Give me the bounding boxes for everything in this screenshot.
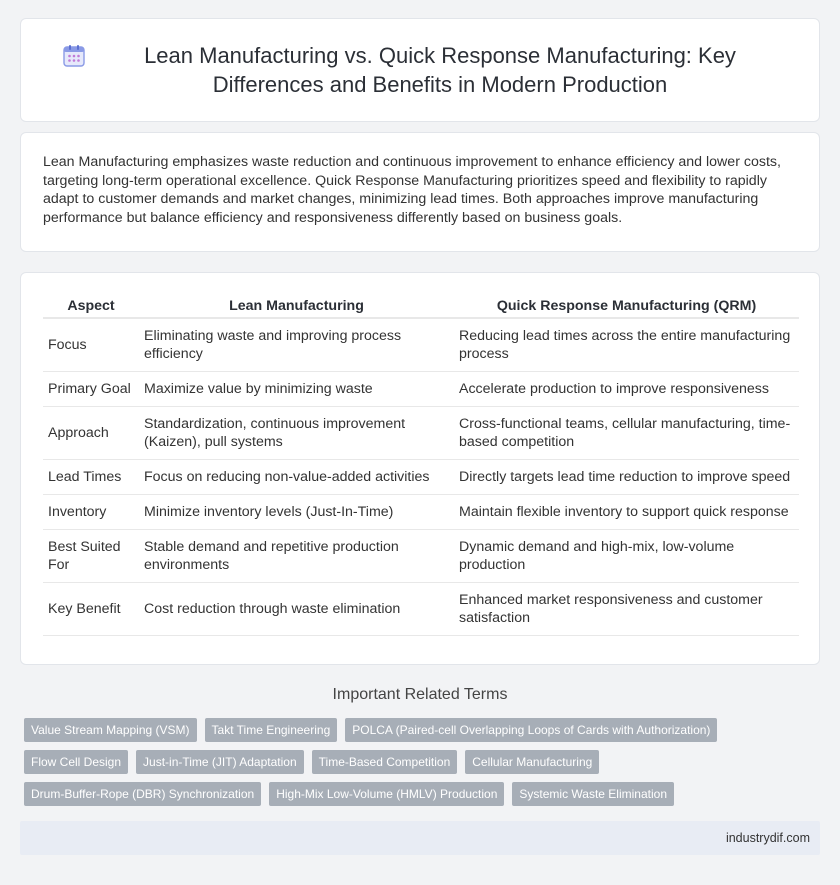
tag-takt-time-engineering[interactable]: Takt Time Engineering	[205, 718, 338, 742]
tag-cellular-manufacturing[interactable]: Cellular Manufacturing	[465, 750, 599, 774]
row-lean: Maximize value by minimizing waste	[139, 372, 454, 407]
tag-row	[24, 750, 824, 774]
header-qrm: Quick Response Manufacturing (QRM)	[454, 295, 799, 319]
row-aspect: Approach	[43, 407, 139, 460]
row-qrm: Reducing lead times across the entire manufacturing process	[454, 319, 799, 372]
table-row	[43, 319, 799, 372]
intro-card	[20, 132, 820, 252]
header-aspect: Aspect	[43, 295, 139, 319]
table-row	[43, 495, 799, 530]
comparison-table-card	[20, 272, 820, 665]
comparison-table	[43, 295, 799, 636]
tag-hmlv-production[interactable]: High-Mix Low-Volume (HMLV) Production	[269, 782, 504, 806]
row-lean: Standardization, continuous improvement (Kaizen), pull systems	[139, 407, 454, 460]
row-aspect: Focus	[43, 319, 139, 372]
tag-polca[interactable]: POLCA (Paired-cell Overlapping Loops of Cards with Authorization)	[345, 718, 717, 742]
row-aspect: Lead Times	[43, 460, 139, 495]
row-qrm: Maintain flexible inventory to support quick response	[454, 495, 799, 530]
calendar-icon	[61, 43, 87, 69]
row-qrm: Accelerate production to improve responsiveness	[454, 372, 799, 407]
tag-dbr-synchronization[interactable]: Drum-Buffer-Rope (DBR) Synchronization	[24, 782, 261, 806]
table-row	[43, 407, 799, 460]
title-card	[20, 18, 820, 122]
row-lean: Eliminating waste and improving process efficiency	[139, 319, 454, 372]
title-wrap	[61, 41, 779, 99]
row-aspect: Key Benefit	[43, 583, 139, 636]
row-qrm: Directly targets lead time reduction to improve speed	[454, 460, 799, 495]
row-qrm: Dynamic demand and high-mix, low-volume production	[454, 530, 799, 583]
intro-paragraph: Lean Manufacturing emphasizes waste reduction and continuous improvement to enhance efficiency and lower costs, targeting long-term operational excellence. Quick Response Manufacturing prioritizes speed and flexibility to rapidly adapt to customer demands and market changes, minimizing lead times. Both approaches improve manufacturing performance but balance efficiency and responsiveness differently based on business goals.	[43, 154, 781, 226]
related-terms-tags	[24, 718, 824, 814]
tag-jit-adaptation[interactable]: Just-in-Time (JIT) Adaptation	[136, 750, 304, 774]
page-title: Lean Manufacturing vs. Quick Response Manufacturing: Key Differences and Benefits in Modern Production	[144, 43, 736, 97]
tag-value-stream-mapping[interactable]: Value Stream Mapping (VSM)	[24, 718, 197, 742]
row-lean: Cost reduction through waste elimination	[139, 583, 454, 636]
tag-time-based-competition[interactable]: Time-Based Competition	[312, 750, 458, 774]
row-lean: Minimize inventory levels (Just-In-Time)	[139, 495, 454, 530]
row-aspect: Primary Goal	[43, 372, 139, 407]
row-aspect: Inventory	[43, 495, 139, 530]
tag-flow-cell-design[interactable]: Flow Cell Design	[24, 750, 128, 774]
table-row	[43, 530, 799, 583]
header-lean: Lean Manufacturing	[139, 295, 454, 319]
row-lean: Stable demand and repetitive production environments	[139, 530, 454, 583]
row-aspect: Best Suited For	[43, 530, 139, 583]
tag-row	[24, 718, 824, 742]
row-qrm: Enhanced market responsiveness and customer satisfaction	[454, 583, 799, 636]
table-row	[43, 372, 799, 407]
table-row	[43, 460, 799, 495]
related-terms-title: Important Related Terms	[332, 686, 508, 703]
tag-row	[24, 782, 824, 806]
table-header-row	[43, 295, 799, 319]
row-qrm: Cross-functional teams, cellular manufacturing, time-based competition	[454, 407, 799, 460]
table-row	[43, 583, 799, 636]
row-lean: Focus on reducing non-value-added activities	[139, 460, 454, 495]
tag-systemic-waste-elimination[interactable]: Systemic Waste Elimination	[512, 782, 674, 806]
footer	[20, 821, 820, 855]
footer-site[interactable]: industrydif.com	[725, 831, 810, 845]
